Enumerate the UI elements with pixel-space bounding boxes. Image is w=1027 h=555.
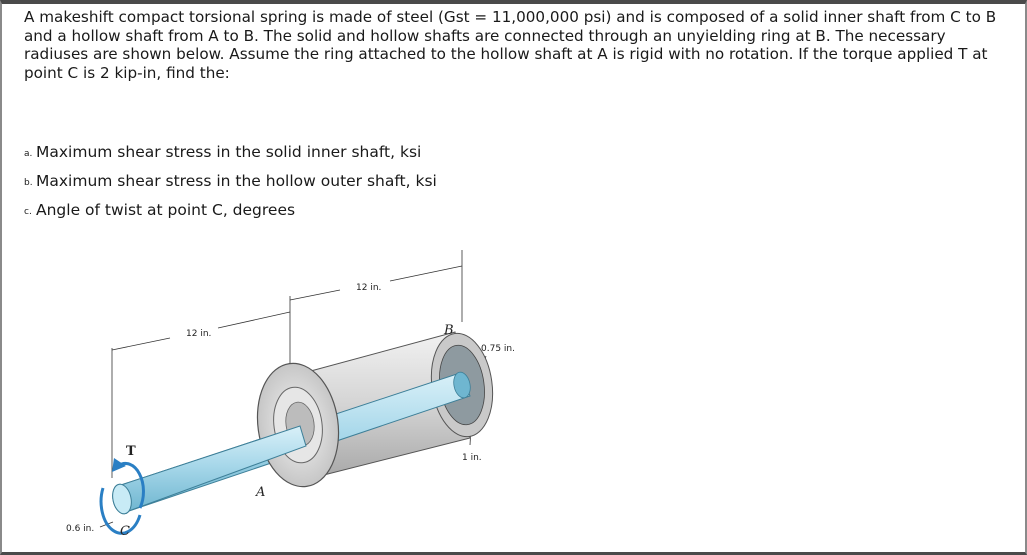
question-text: Maximum shear stress in the hollow outer shaft, ksi [36, 172, 437, 190]
question-text: Angle of twist at point C, degrees [36, 201, 296, 219]
point-label-c: C [120, 524, 130, 539]
radius-label-inner: 0.75 in. [481, 344, 515, 354]
question-item-b [24, 171, 437, 200]
dim-label-left: 12 in. [186, 329, 212, 339]
question-letter: a. [24, 149, 33, 159]
torque-label: T [126, 444, 136, 459]
question-letter: c. [24, 207, 32, 217]
question-item-a [24, 142, 437, 171]
question-text: Maximum shear stress in the solid inner shaft, ksi [36, 143, 422, 161]
question-letter: b. [24, 178, 33, 188]
problem-statement: A makeshift compact torsional spring is made of steel (Gst = 11,000,000 psi) and is composed of a solid inner shaft from C to B and a hollow shaft from A to B. The solid and hollow shafts are connected through an unyielding ring at B. The necessary radiuses are shown below. Assume the ring attached to the hollow shaft at A is rigid with no rotation. If the torque applied T at point C is 2 kip-in, find the: [24, 8, 997, 82]
question-item-c [24, 200, 437, 229]
radius-label-outer: 1 in. [462, 453, 482, 463]
question-list [24, 142, 437, 229]
radius-label-solid: 0.6 in. [66, 524, 95, 534]
dim-label-right: 12 in. [356, 283, 382, 293]
point-label-a: A [256, 485, 266, 500]
shaft-figure [0, 230, 1027, 550]
point-label-b: B [444, 323, 454, 338]
torque-arrowhead-icon [112, 458, 126, 472]
